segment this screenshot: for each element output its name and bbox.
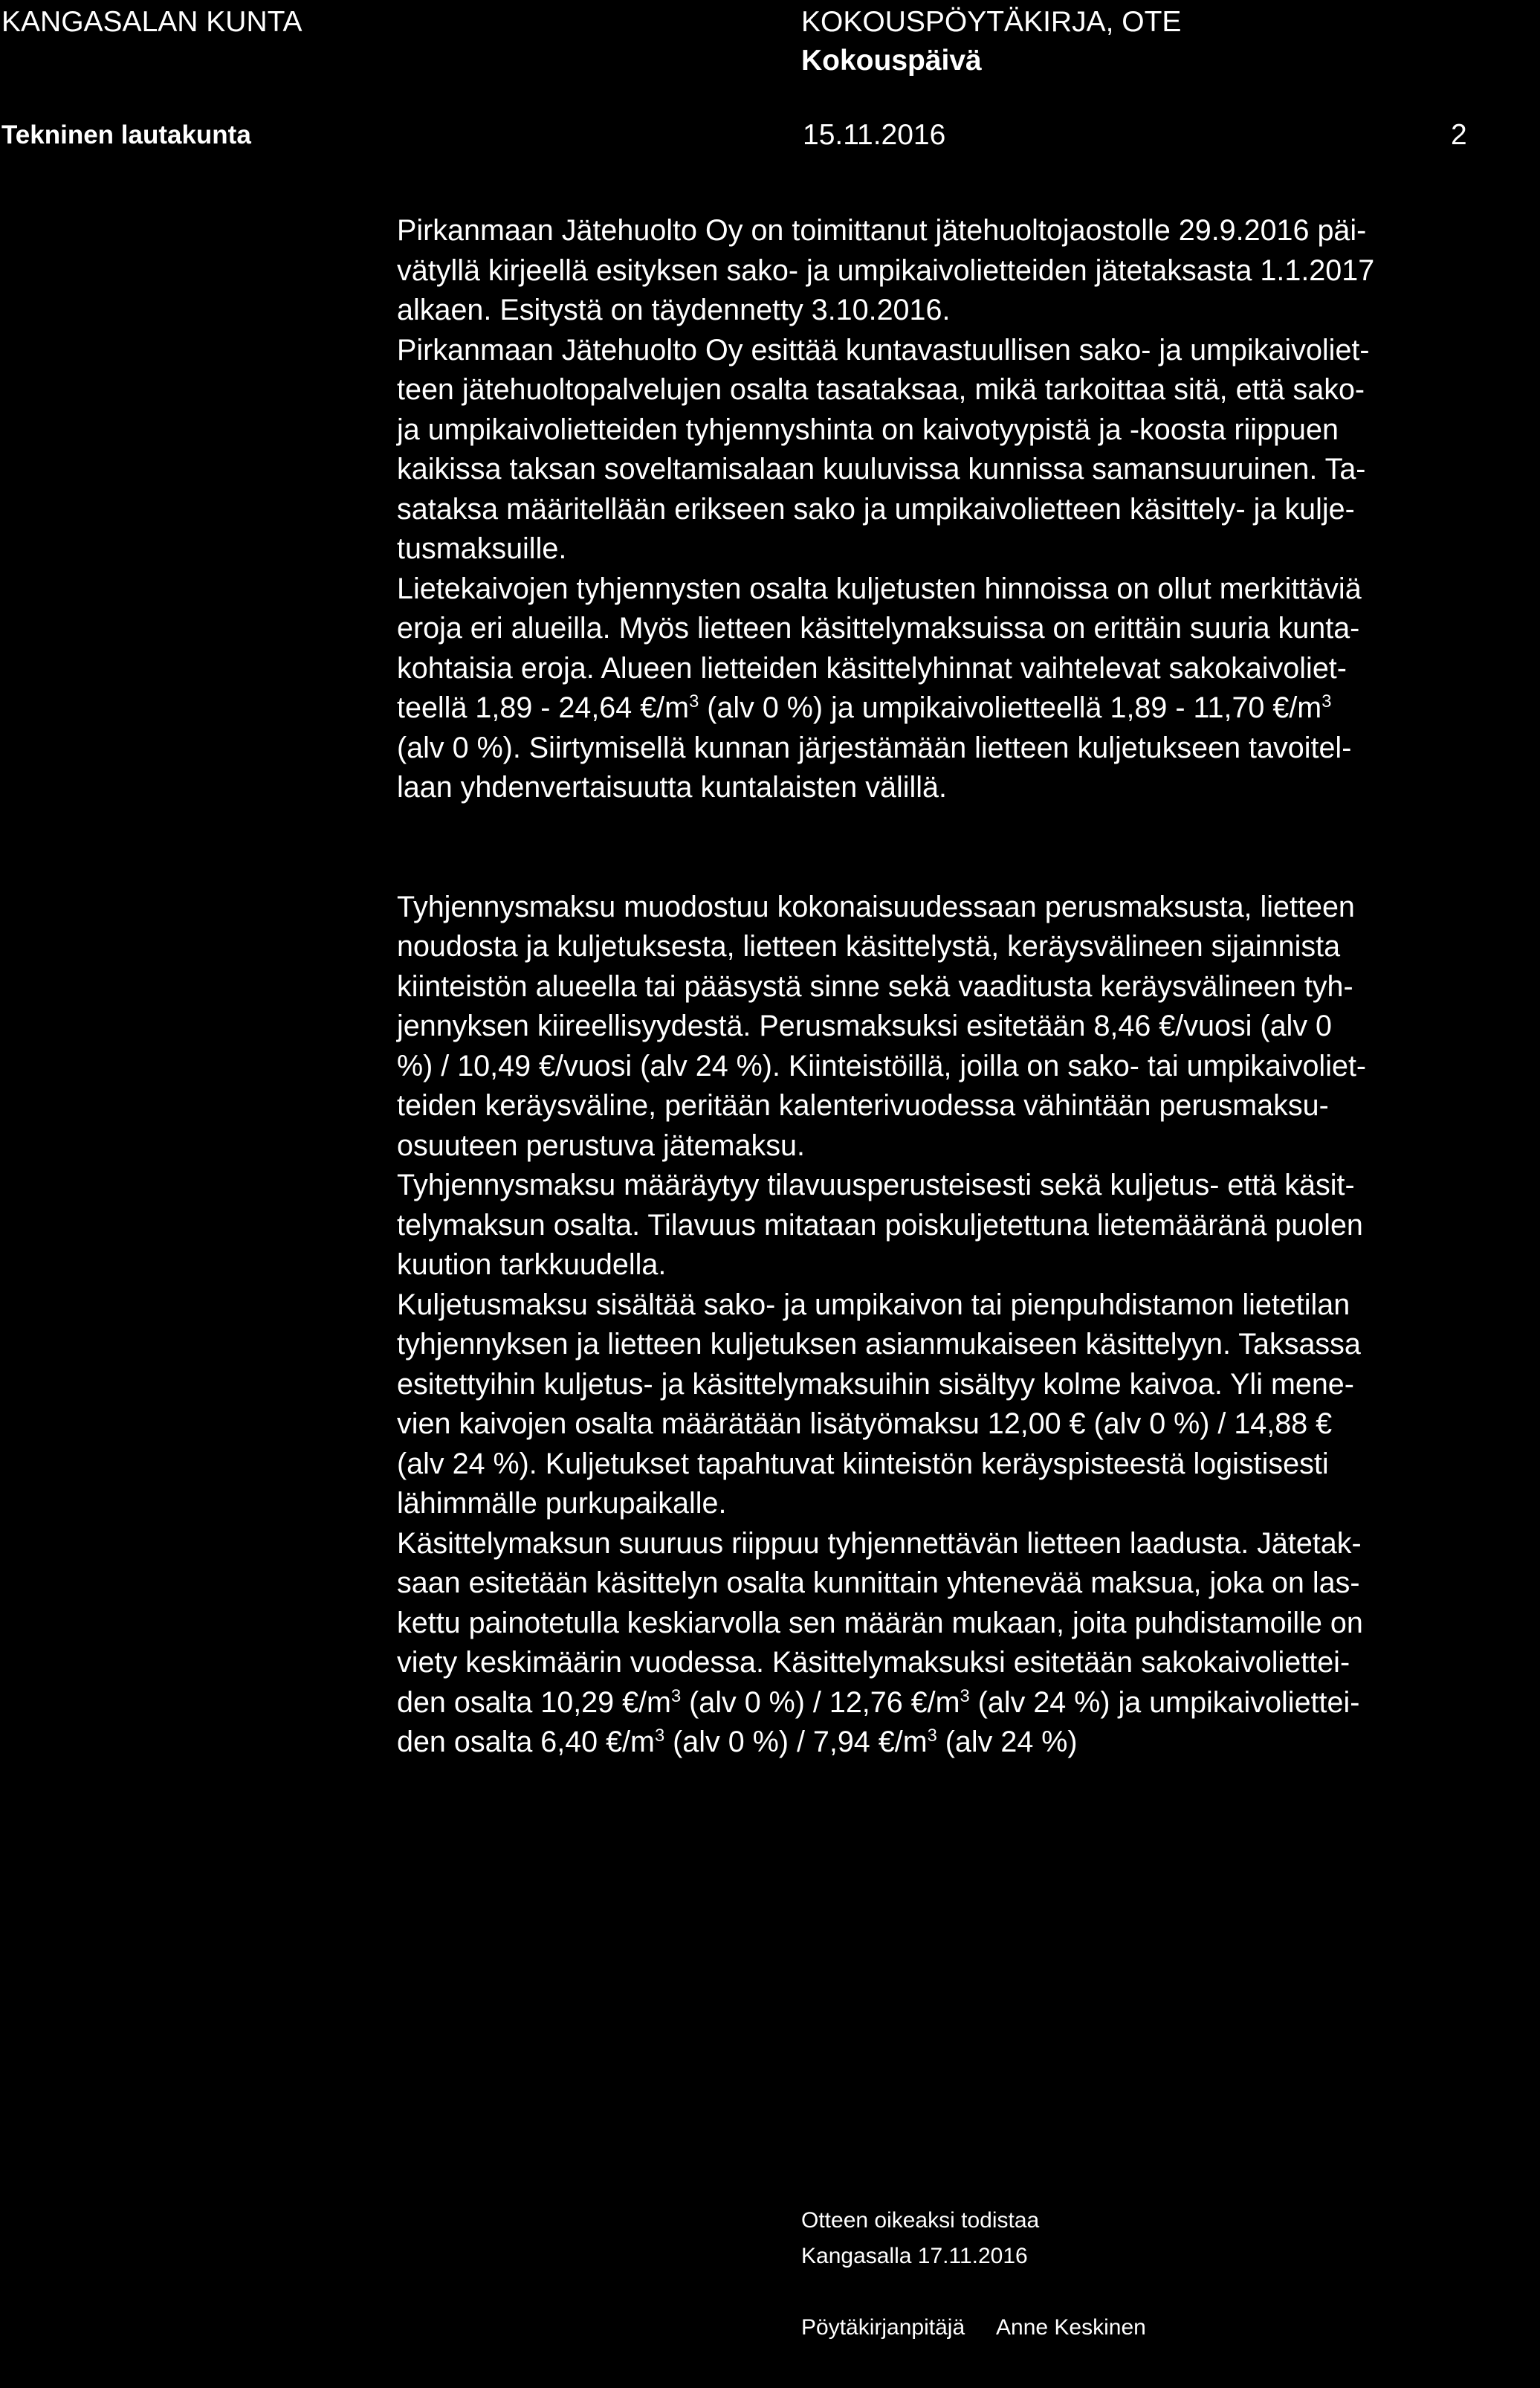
text-line: %) / 10,49 €/vuosi (alv 24 %). Kiinteistöillä, joilla on sako- tai umpikaivoliet-: [397, 1049, 1367, 1082]
text-line: viety keskimäärin vuodessa. Käsittelymaksuksi esitetään sakokaivoliettei-: [397, 1646, 1350, 1679]
text-line: (alv 0 %). Siirtymisellä kunnan järjestämään lietteen kuljetukseen tavoitel-: [397, 731, 1352, 764]
text-line: Kuljetusmaksu sisältää sako- ja umpikaivon tai pienpuhdistamon lietetilan: [397, 1288, 1350, 1321]
text-line: kohtaisia eroja. Alueen lietteiden käsittelyhinnat vaihtelevat sakokaivoliet-: [397, 651, 1347, 685]
text-line: alkaen. Esitystä on täydennetty 3.10.2016.: [397, 294, 951, 326]
text-line: teiden keräysväline, peritään kalenterivuodessa vähintään perusmaksu-: [397, 1089, 1329, 1122]
signer-name: Anne Keskinen: [996, 2315, 1146, 2340]
text-line: lähimmälle purkupaikalle.: [397, 1487, 727, 1520]
text-line: vätyllä kirjeellä esityksen sako- ja umpikaivolietteiden jätetaksasta 1.1.2017: [397, 254, 1375, 287]
text-line: tyhjennyksen ja lietteen kuljetuksen asianmukaiseen käsittelyyn. Taksassa: [397, 1328, 1361, 1361]
text-line: kuution tarkkuudella.: [397, 1248, 667, 1281]
text-line: (alv 24 %). Kuljetukset tapahtuvat kiinteistön keräyspisteestä logistisesti: [397, 1447, 1329, 1480]
text-line: Tyhjennysmaksu määräytyy tilavuusperusteisesti sekä kuljetus- että käsit-: [397, 1169, 1355, 1201]
board-name: Tekninen lautakunta: [1, 120, 251, 149]
text-line: vien kaivojen osalta määrätään lisätyömaksu 12,00 € (alv 0 %) / 14,88 €: [397, 1407, 1333, 1440]
text-line: noudosta ja kuljetuksesta, lietteen käsittelystä, keräysvälineen sijainnista: [397, 930, 1341, 963]
text-line: den osalta 6,40 $€/m^3$ (alv 0 %) / 7,94 $€/m^3$ (alv 24 %): [397, 1726, 1078, 1758]
text-line: teen jätehuoltopalvelujen osalta tasataksaa, mikä tarkoittaa sitä, että sako-: [397, 373, 1365, 406]
text-line: saan esitetään käsittelyn osalta kunnittain yhtenevää maksua, joka on las-: [397, 1566, 1360, 1599]
paragraph-2: [397, 888, 1538, 1763]
text-line: ja umpikaivolietteiden tyhjennyshinta on kaivotyypistä ja -koosta riippuen: [397, 413, 1339, 446]
certification-text: Otteen oikeaksi todistaa: [801, 2208, 1040, 2233]
organization-name: KANGASALAN KUNTA: [1, 6, 302, 38]
text-line: teellä 1,89 - 24,64 $€/m^3$ (alv 0 %) ja umpikaivolietteellä 1,89 - 11,70 $€/m^3$: [397, 691, 1332, 724]
text-line: kaikissa taksan soveltamisalaan kuuluvissa kunnissa samansuuruinen. Ta-: [397, 453, 1366, 485]
text-line: kettu painotetulla keskiarvolla sen määrän mukaan, joita puhdistamoille on: [397, 1606, 1363, 1639]
text-line: osuuteen perustuva jätemaksu.: [397, 1129, 805, 1162]
document-type: KOKOUSPÖYTÄKIRJA, OTE: [801, 6, 1182, 38]
text-line: Pirkanmaan Jätehuolto Oy esittää kuntavastuullisen sako- ja umpikaivoliet-: [397, 333, 1370, 367]
signer-role: Pöytäkirjanpitäjä: [801, 2315, 965, 2340]
text-line: tusmaksuille.: [397, 532, 567, 565]
text-line: Tyhjennysmaksu muodostuu kokonaisuudessaan perusmaksusta, lietteen: [397, 890, 1355, 923]
paragraph-gap: [397, 808, 1538, 888]
text-line: den osalta 10,29 $€/m^3$ (alv 0 %) / 12,76 $€/m^3$ (alv 24 %) ja umpikaivoliettei-: [397, 1685, 1360, 1719]
place-date: Kangasalla 17.11.2016: [801, 2244, 1028, 2268]
meeting-date: 15.11.2016: [803, 119, 946, 151]
text-line: sataksa määritellään erikseen sako ja umpikaivolietteen käsittely- ja kulje-: [397, 492, 1355, 526]
meeting-day-label: Kokouspäivä: [801, 45, 982, 77]
page-number: 2: [1451, 119, 1467, 151]
text-line: esitettyihin kuljetus- ja käsittelymaksuihin sisältyy kolme kaivoa. Yli mene-: [397, 1367, 1354, 1401]
text-line: jennyksen kiireellisyydestä. Perusmaksuksi esitetään 8,46 €/vuosi (alv 0: [397, 1010, 1333, 1042]
text-line: laan yhdenvertaisuutta kuntalaisten välillä.: [397, 771, 947, 804]
text-line: kiinteistön alueella tai pääsystä sinne sekä vaaditusta keräysvälineen tyh-: [397, 969, 1353, 1003]
text-line: Pirkanmaan Jätehuolto Oy on toimittanut jätehuoltojaostolle 29.9.2016 päi-: [397, 214, 1367, 247]
text-line: telymaksun osalta. Tilavuus mitataan poiskuljetettuna lietemääränä puolen: [397, 1208, 1363, 1242]
text-line: eroja eri alueilla. Myös lietteen käsittelymaksuissa on erittäin suuria kunta-: [397, 612, 1360, 645]
text-line: Lietekaivojen tyhjennysten osalta kuljetusten hinnoissa on ollut merkittäviä: [397, 572, 1362, 605]
body-text: [397, 211, 1538, 1763]
paragraph-1: [397, 211, 1538, 808]
text-line: Käsittelymaksun suuruus riippuu tyhjennettävän lietteen laadusta. Jätetak-: [397, 1526, 1362, 1560]
